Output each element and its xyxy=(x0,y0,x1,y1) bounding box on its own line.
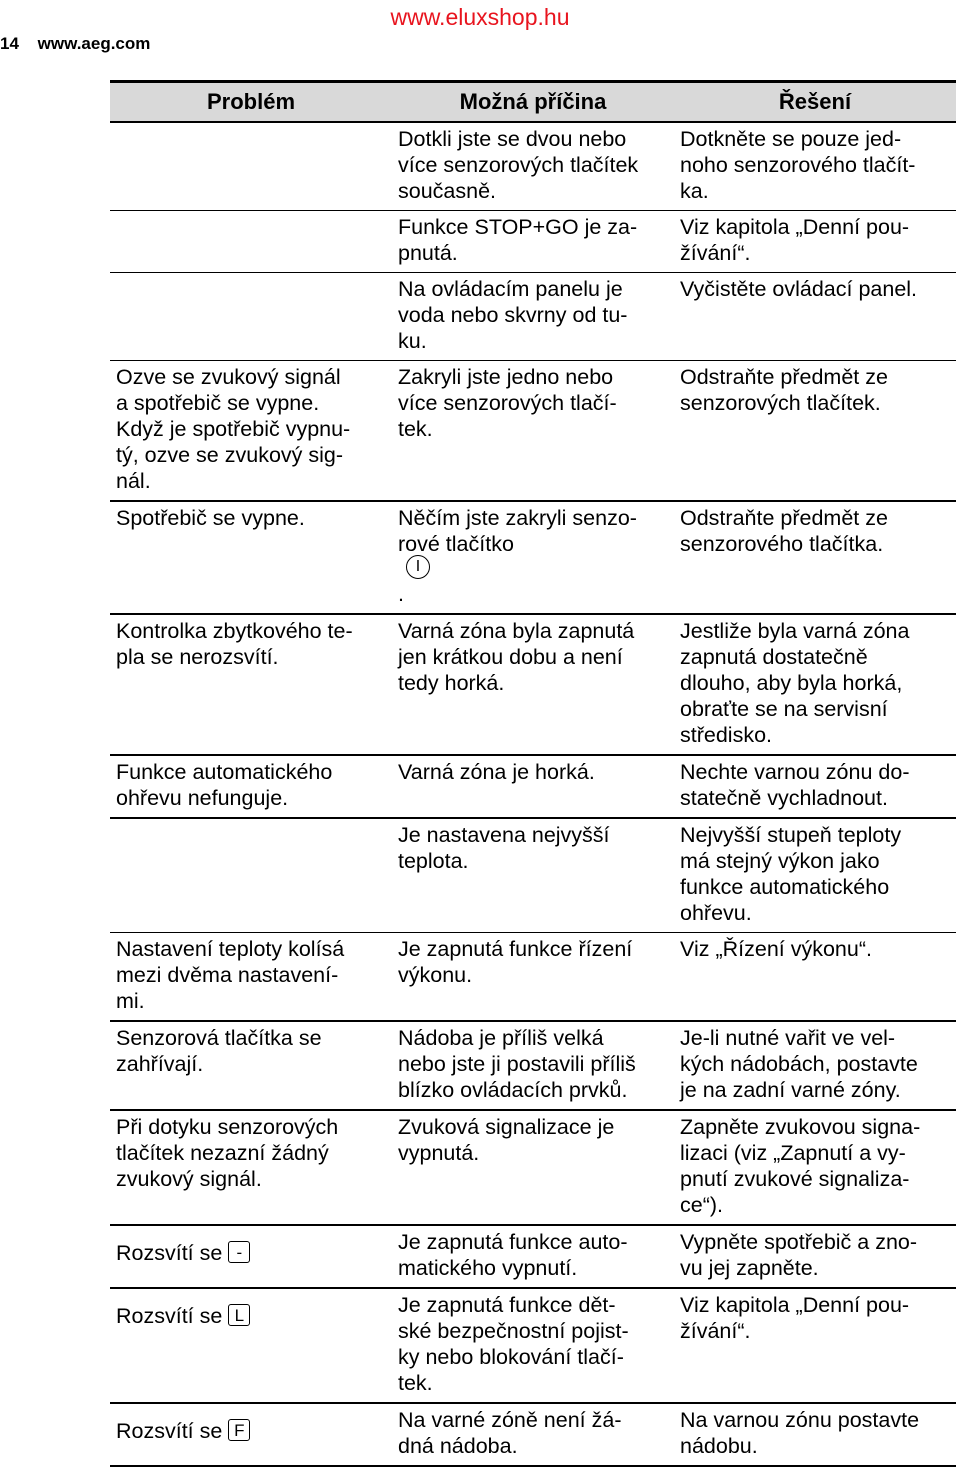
table-header xyxy=(110,83,956,123)
watermark: www.eluxshop.hu xyxy=(390,4,570,30)
cell-line: pnutí zvukové signaliza- xyxy=(680,1167,910,1191)
cause-cell xyxy=(392,1226,674,1287)
solution-cell xyxy=(674,361,956,500)
problem-cell xyxy=(110,1022,392,1109)
table-row xyxy=(110,1111,956,1226)
solution-cell xyxy=(674,1289,956,1402)
cell-line: senzorového tlačítka. xyxy=(680,532,884,556)
cell-line: tý, ozve se zvukový sig- xyxy=(116,443,344,467)
cell-line: mi. xyxy=(116,989,145,1013)
cell-line: pnutá. xyxy=(398,241,458,265)
cell-line: ce“). xyxy=(680,1193,723,1217)
problem-cell xyxy=(110,123,392,210)
cell-line: dná nádoba. xyxy=(398,1434,518,1458)
cell-line: senzorových tlačítek. xyxy=(680,391,881,415)
cause-cell xyxy=(392,615,674,754)
cell-line: obraťte se na servisní xyxy=(680,697,888,721)
problem-cell xyxy=(110,502,392,613)
cell-line: tek. xyxy=(398,417,433,441)
cause-cell xyxy=(392,1022,674,1109)
cell-line: ky nebo blokování tlačí- xyxy=(398,1345,624,1369)
cell-line: nál. xyxy=(116,469,151,493)
page-header xyxy=(0,34,150,54)
cell-line: Vyčistěte ovládací panel. xyxy=(680,277,918,301)
solution-cell xyxy=(674,615,956,754)
cell-line: Dotkněte se pouze jed- xyxy=(680,127,902,151)
cell-line: ské bezpečnostní pojist- xyxy=(398,1319,629,1343)
problem-cell xyxy=(110,1226,392,1287)
cause-cell xyxy=(392,361,674,500)
problem-cell xyxy=(110,819,392,932)
solution-cell xyxy=(674,211,956,272)
problem-cell xyxy=(110,1289,392,1402)
cell-line: nádobu. xyxy=(680,1434,758,1458)
table-row xyxy=(110,615,956,756)
cell-line: Jestliže byla varná zóna xyxy=(680,619,910,643)
cell-line: Zvuková signalizace je xyxy=(398,1115,615,1139)
cell-line: ku. xyxy=(398,329,427,353)
cell-line: Něčím jste zakryli senzo- xyxy=(398,506,637,530)
power-sensor-icon: I xyxy=(406,555,430,579)
cell-line: Nechte varnou zónu do- xyxy=(680,760,910,784)
cell-line: Varná zóna byla zapnutá xyxy=(398,619,635,643)
cell-line: tlačítek nezazní žádný xyxy=(116,1141,329,1165)
solution-cell xyxy=(674,123,956,210)
cell-line: Je zapnutá funkce dět- xyxy=(398,1293,616,1317)
cell-line: Ozve se zvukový signál xyxy=(116,365,341,389)
cell-line: výkonu. xyxy=(398,963,473,987)
cell-line: blízko ovládacích prvků. xyxy=(398,1078,628,1102)
solution-cell xyxy=(674,933,956,1020)
cause-cell xyxy=(392,1111,674,1224)
cell-line: Je zapnutá funkce řízení xyxy=(398,937,633,961)
cell-line: Při dotyku senzorových xyxy=(116,1115,339,1139)
problem-cell xyxy=(110,1111,392,1224)
cell-line: Viz kapitola „Denní pou- xyxy=(680,1293,910,1317)
cell-line: středisko. xyxy=(680,723,773,747)
cell-line: Odstraňte předmět ze xyxy=(680,506,888,530)
cell-line: a spotřebič se vypne. xyxy=(116,391,320,415)
cell-line: Spotřebič se vypne. xyxy=(116,506,305,530)
cell-line: Je zapnutá funkce auto- xyxy=(398,1230,628,1254)
cell-line: tedy horká. xyxy=(398,671,505,695)
cell-line: Odstraňte předmět ze xyxy=(680,365,888,389)
table-row xyxy=(110,1226,956,1289)
display-symbol-icon: F xyxy=(228,1419,250,1441)
cell-line: Vypněte spotřebič a zno- xyxy=(680,1230,918,1254)
cell-line: zapnutá dostatečně xyxy=(680,645,868,669)
cell-line xyxy=(116,1240,386,1266)
table-row xyxy=(110,123,956,211)
problem-cell xyxy=(110,615,392,754)
display-symbol-icon: L xyxy=(228,1304,250,1326)
cause-cell xyxy=(392,273,674,360)
table-row xyxy=(110,1022,956,1111)
cell-line: funkce automatického xyxy=(680,875,890,899)
solution-cell xyxy=(674,1111,956,1224)
cell-line: Na varné zóně není žá- xyxy=(398,1408,622,1432)
cell-line: žívání“. xyxy=(680,1319,751,1343)
table-row xyxy=(110,819,956,933)
problem-cell xyxy=(110,933,392,1020)
cell-text: Rozsvítí se xyxy=(116,1241,223,1265)
cell-line: více senzorových tlačítek xyxy=(398,153,639,177)
cause-cell xyxy=(392,211,674,272)
troubleshooting-table xyxy=(110,80,956,1467)
cell-line: Na varnou zónu postavte xyxy=(680,1408,920,1432)
solution-cell xyxy=(674,1022,956,1109)
cell-line: mezi dvěma nastavení- xyxy=(116,963,339,987)
display-symbol-icon: - xyxy=(228,1241,250,1263)
column-header-cause: Možná příčina xyxy=(459,89,607,114)
cell-line: noho senzorového tlačít- xyxy=(680,153,916,177)
cell-text: rové tlačítko xyxy=(398,532,514,556)
cause-cell xyxy=(392,502,674,613)
cell-line: Nádoba je příliš velká xyxy=(398,1026,604,1050)
cell-line xyxy=(116,1418,386,1444)
cell-line: tek. xyxy=(398,1371,433,1395)
solution-cell xyxy=(674,1226,956,1287)
cell-line: Je-li nutné vařit ve vel- xyxy=(680,1026,896,1050)
cell-line: současně. xyxy=(398,179,497,203)
solution-cell xyxy=(674,819,956,932)
cell-line: jen krátkou dobu a není xyxy=(398,645,623,669)
cell-line: ka. xyxy=(680,179,709,203)
cell-line: žívání“. xyxy=(680,241,751,265)
cell-line: nebo jste ji postavili příliš xyxy=(398,1052,636,1076)
site-url: www.aeg.com xyxy=(37,34,151,53)
table-body xyxy=(110,123,956,1467)
cell-line: má stejný výkon jako xyxy=(680,849,880,873)
cell-line: Nastavení teploty kolísá xyxy=(116,937,345,961)
cell-line: Zapněte zvukovou signa- xyxy=(680,1115,921,1139)
cause-cell xyxy=(392,1404,674,1465)
cell-line: kých nádobách, postavte xyxy=(680,1052,918,1076)
cell-line: Je nastavena nejvyšší xyxy=(398,823,610,847)
cause-cell xyxy=(392,123,674,210)
cell-line: Na ovládacím panelu je xyxy=(398,277,623,301)
solution-cell xyxy=(674,1404,956,1465)
cell-text: Rozsvítí se xyxy=(116,1419,223,1443)
cell-line: dlouho, aby byla horká, xyxy=(680,671,903,695)
page-number: 14 xyxy=(0,34,19,53)
table-row xyxy=(110,502,956,615)
cause-cell xyxy=(392,756,674,817)
cell-text: Rozsvítí se xyxy=(116,1304,223,1328)
problem-cell xyxy=(110,211,392,272)
cell-line: zvukový signál. xyxy=(116,1167,262,1191)
cell-line: vypnutá. xyxy=(398,1141,480,1165)
cell-line: ohřevu nefunguje. xyxy=(116,786,289,810)
cell-line: matického vypnutí. xyxy=(398,1256,578,1280)
cell-line: teplota. xyxy=(398,849,469,873)
solution-cell xyxy=(674,502,956,613)
solution-cell xyxy=(674,756,956,817)
cell-line xyxy=(116,1303,386,1329)
cause-cell xyxy=(392,933,674,1020)
cell-line: Varná zóna je horká. xyxy=(398,760,595,784)
cell-line: Když je spotřebič vypnu- xyxy=(116,417,351,441)
problem-cell xyxy=(110,273,392,360)
cell-line: více senzorových tlačí- xyxy=(398,391,617,415)
problem-cell xyxy=(110,1404,392,1465)
cell-line: Zakryli jste jedno nebo xyxy=(398,365,614,389)
table-row xyxy=(110,756,956,819)
cell-line: voda nebo skvrny od tu- xyxy=(398,303,628,327)
problem-cell xyxy=(110,756,392,817)
cell-line: Dotkli jste se dvou nebo xyxy=(398,127,627,151)
cause-cell xyxy=(392,1289,674,1402)
table-row xyxy=(110,361,956,502)
cell-line: Funkce automatického xyxy=(116,760,333,784)
cell-line: zahřívají. xyxy=(116,1052,204,1076)
cell-line: statečně vychladnout. xyxy=(680,786,888,810)
cell-suffix: . xyxy=(398,582,404,606)
cause-cell xyxy=(392,819,674,932)
cell-line: Senzorová tlačítka se xyxy=(116,1026,322,1050)
cell-line: Viz kapitola „Denní pou- xyxy=(680,215,910,239)
column-header-problem: Problém xyxy=(206,89,296,114)
cell-line: Nejvyšší stupeň teploty xyxy=(680,823,902,847)
column-header-solution: Řešení xyxy=(778,89,852,114)
table-row xyxy=(110,273,956,361)
cell-line: vu jej zapněte. xyxy=(680,1256,819,1280)
cell-line: Kontrolka zbytkového te- xyxy=(116,619,353,643)
cell-line: pla se nerozsvítí. xyxy=(116,645,279,669)
problem-cell xyxy=(110,361,392,500)
cell-line: Viz „Řízení výkonu“. xyxy=(680,937,872,961)
cell-line: Funkce STOP+GO je za- xyxy=(398,215,638,239)
cell-line: je na zadní varné zóny. xyxy=(680,1078,901,1102)
table-row xyxy=(110,211,956,273)
cell-line: ohřevu. xyxy=(680,901,752,925)
table-row xyxy=(110,1404,956,1467)
cell-line: lizaci (viz „Zapnutí a vy- xyxy=(680,1141,906,1165)
cell-line xyxy=(398,531,668,607)
table-row xyxy=(110,933,956,1022)
table-row xyxy=(110,1289,956,1404)
solution-cell xyxy=(674,273,956,360)
